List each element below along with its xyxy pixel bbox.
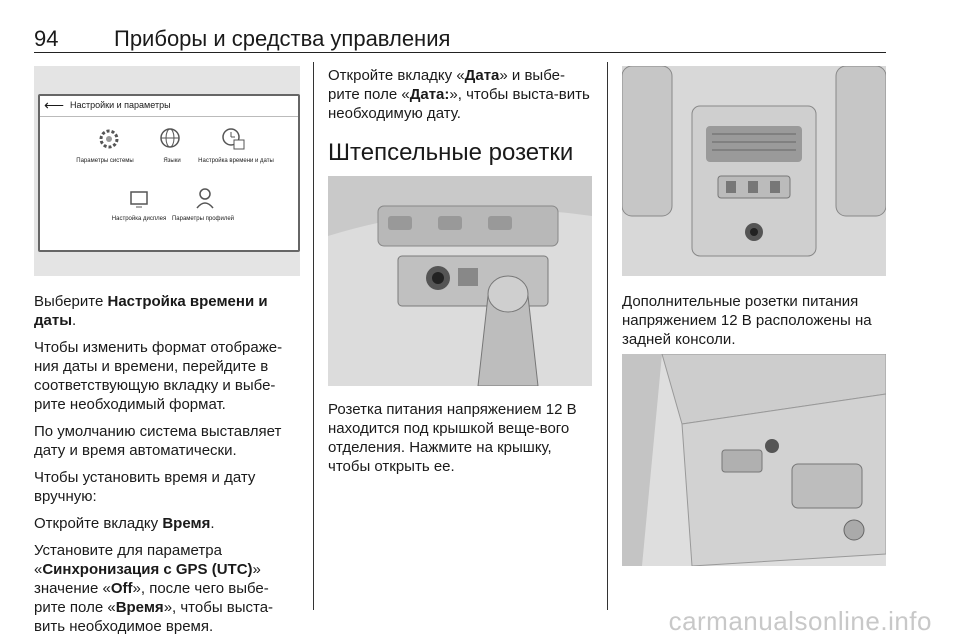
paragraph: По умолчанию система выставляет дату и время автоматически. — [34, 423, 282, 459]
paragraph: Чтобы установить время и дату вручную: — [34, 469, 256, 505]
front-socket-figure — [328, 176, 592, 386]
paragraph: Откройте вкладку «Дата» и выбе-рите поле «Дата:», чтобы выста-вить необходимую дату. — [328, 67, 590, 122]
section-heading: Штепсельные розетки — [328, 139, 574, 166]
paragraph: Дополнительные розетки питания напряжением 12 В расположены на задней консоли. — [622, 293, 872, 348]
menu-item-languages[interactable]: Языки — [163, 158, 181, 164]
screen-title: Настройки и параметры — [70, 100, 171, 110]
clock-calendar-icon — [220, 126, 246, 152]
menu-item-display[interactable]: Настройка дисплея — [111, 216, 167, 222]
trunk-illustration — [622, 354, 886, 566]
column-divider — [607, 62, 608, 610]
settings-screen — [38, 94, 300, 252]
console-illustration — [328, 176, 592, 386]
paragraph: Чтобы изменить формат отображе-ния даты и времени, перейдите в соответствующую вкладку и выбе-рите необходимый формат. — [34, 339, 283, 413]
menu-item-profiles[interactable]: Параметры профилей — [171, 216, 235, 222]
page-header — [34, 26, 886, 53]
display-icon — [128, 188, 150, 210]
paragraph: Установите для параметра «Синхронизация с GPS (UTC)» значение «Off», после чего выбе-рите поле «Время», чтобы выста-вить необходимое время. — [34, 542, 274, 635]
caption-front-socket — [328, 400, 598, 484]
column-divider — [313, 62, 314, 610]
settings-screen-figure — [34, 66, 300, 276]
menu-item-system[interactable]: Параметры системы — [76, 158, 134, 164]
watermark: carmanualsonline.info — [668, 606, 932, 636]
gear-icon — [96, 126, 122, 152]
rear-console-illustration — [622, 66, 886, 276]
profile-icon — [194, 186, 216, 210]
paragraph: Откройте вкладку Время. — [34, 515, 215, 532]
paragraph: Розетка питания напряжением 12 В находится под крышкой веще-вого отделения. Нажмите на крышку, чтобы открыть ее. — [328, 401, 577, 475]
caption-rear-socket — [622, 292, 892, 357]
column-left-text — [34, 292, 300, 644]
column-middle-text — [328, 66, 592, 179]
page-number: 94 — [34, 26, 59, 51]
screen-title-bar — [40, 96, 298, 117]
menu-item-time-date[interactable]: Настройка времени и даты — [198, 158, 274, 164]
back-arrow-icon: ⟵ — [44, 97, 65, 113]
rear-console-figure — [622, 66, 886, 276]
trunk-socket-figure — [622, 354, 886, 566]
running-title: Приборы и средства управления — [114, 26, 451, 51]
globe-icon — [158, 126, 184, 152]
paragraph: Выберите Настройка времени и даты. — [34, 293, 268, 329]
